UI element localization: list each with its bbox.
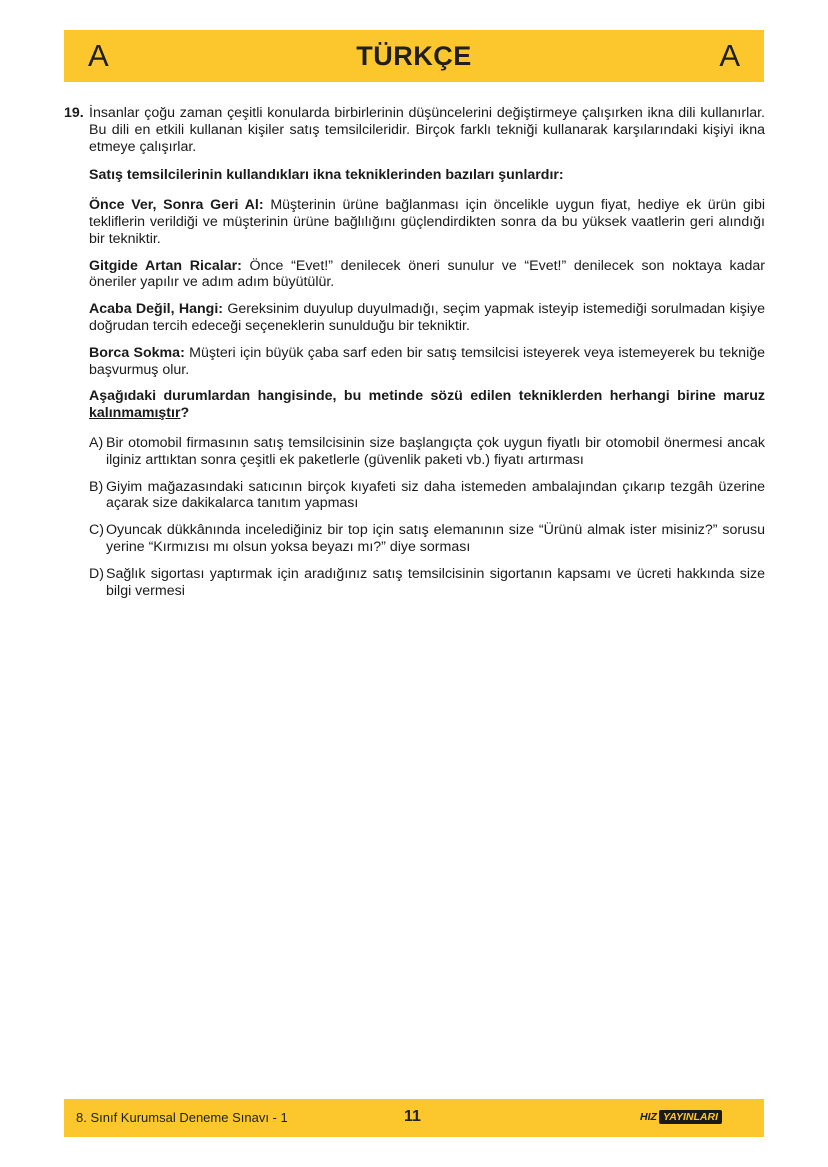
publisher-logo — [638, 1110, 722, 1124]
question-stem — [89, 388, 765, 422]
option-text: Sağlık sigortası yaptırmak için aradığınız satış temsilcisinin sigortanın kapsamı ve ücreti hakkında size bilgi vermesi — [106, 565, 765, 599]
technique-item — [89, 197, 765, 247]
technique-name: Borca Sokma: — [89, 344, 185, 361]
stem-main: Aşağıdaki durumlardan hangisinde, bu metinde sözü edilen tekniklerden herhangi birine maruz — [89, 388, 765, 405]
stem-end: ? — [180, 405, 190, 422]
technique-name: Gitgide Artan Ricalar: — [89, 257, 242, 274]
header-band — [64, 30, 764, 82]
technique-item — [89, 258, 765, 292]
exam-name: 8. Sınıf Kurumsal Deneme Sınavı - 1 — [76, 1110, 288, 1125]
option-text: Bir otomobil firmasının satış temsilcisinin size başlangıçta çok uygun fiyatlı bir otomobil önermesi ancak ilginiz arttıktan sonra çeşitli ek paketlerle (güvenlik paketi vb.) fiyatı artırması — [106, 434, 765, 468]
option-c[interactable] — [89, 522, 765, 556]
technique-name: Önce Ver, Sonra Geri Al: — [89, 197, 264, 214]
answer-options — [89, 435, 765, 599]
technique-item — [89, 301, 765, 335]
option-letter: C) — [89, 522, 104, 539]
option-d[interactable] — [89, 566, 765, 600]
booklet-type-right: A — [719, 38, 740, 73]
question-lead: Satış temsilcilerinin kullandıkları ikna tekniklerinden bazıları şunlardır: — [89, 167, 564, 184]
option-letter: B) — [89, 478, 104, 495]
technique-item — [89, 345, 765, 379]
option-text: Giyim mağazasındaki satıcının birçok kıyafeti siz daha istemeden ambalajından çıkarıp tezgâh üzerine açarak size dakikalarca tanıtım yapması — [106, 478, 765, 512]
stem-underlined-word: kalınmamıştır — [89, 405, 181, 422]
technique-text: Gereksinim duyulup duyulmadığı, seçim yapmak isteyip istemediği sorulmadan kişiye doğrudan tercih edeceği seçeneklerin sunulduğu bir tekniktir. — [89, 301, 765, 334]
question-number: 19. — [64, 105, 84, 121]
subject-title: TÜRKÇE — [356, 40, 472, 71]
option-text: Oyuncak dükkânında incelediğiniz bir top için satış elemanının size “Ürünü almak ister misiniz?” sorusu yerine “Kırmızısı mı olsun yoksa beyazı mı?” diye sorması — [106, 522, 765, 555]
logo-hiz: HIZ — [640, 1111, 657, 1123]
option-letter: D) — [89, 565, 104, 582]
option-letter: A) — [89, 434, 104, 451]
technique-text: Müşterinin ürüne bağlanması için öncelikle uygun fiyat, hediye ek ürün gibi tekliflerin verildiği ve müşterinin ürüne bağlılığını güçlendirdikten sonra da bu yüksek vaatlerin geri alındığı bir tekniktir. — [89, 197, 766, 247]
question-19 — [64, 105, 765, 609]
technique-name: Acaba Değil, Hangi: — [89, 301, 223, 318]
page-number: 11 — [404, 1108, 421, 1125]
logo-yayinlari: YAYINLARI — [659, 1110, 722, 1124]
technique-text: Önce “Evet!” denilecek öneri sunulur ve “Evet!” denilecek son noktaya kadar öneriler yapılır ve adım adım büyütülür. — [89, 257, 765, 291]
question-body — [89, 105, 765, 609]
option-b[interactable] — [89, 479, 765, 513]
footer-band — [64, 1099, 764, 1137]
technique-text: Müşteri için büyük çaba sarf eden bir satış temsilcisi isteyerek veya istemeyerek bu tekniğe başvurmuş olur. — [89, 344, 765, 378]
booklet-type-left: A — [88, 38, 109, 73]
option-a[interactable] — [89, 435, 765, 469]
question-intro: İnsanlar çoğu zaman çeşitli konularda birbirlerinin düşüncelerini değiştirmeye çalışırken ikna dili kullanırlar. Bu dili en etkili kullanan kişiler satış temsilcileridir. Birçok farklı tekniği kullanarak karşılarındaki kişiyi ikna etmeye çalışırlar. — [89, 105, 765, 155]
